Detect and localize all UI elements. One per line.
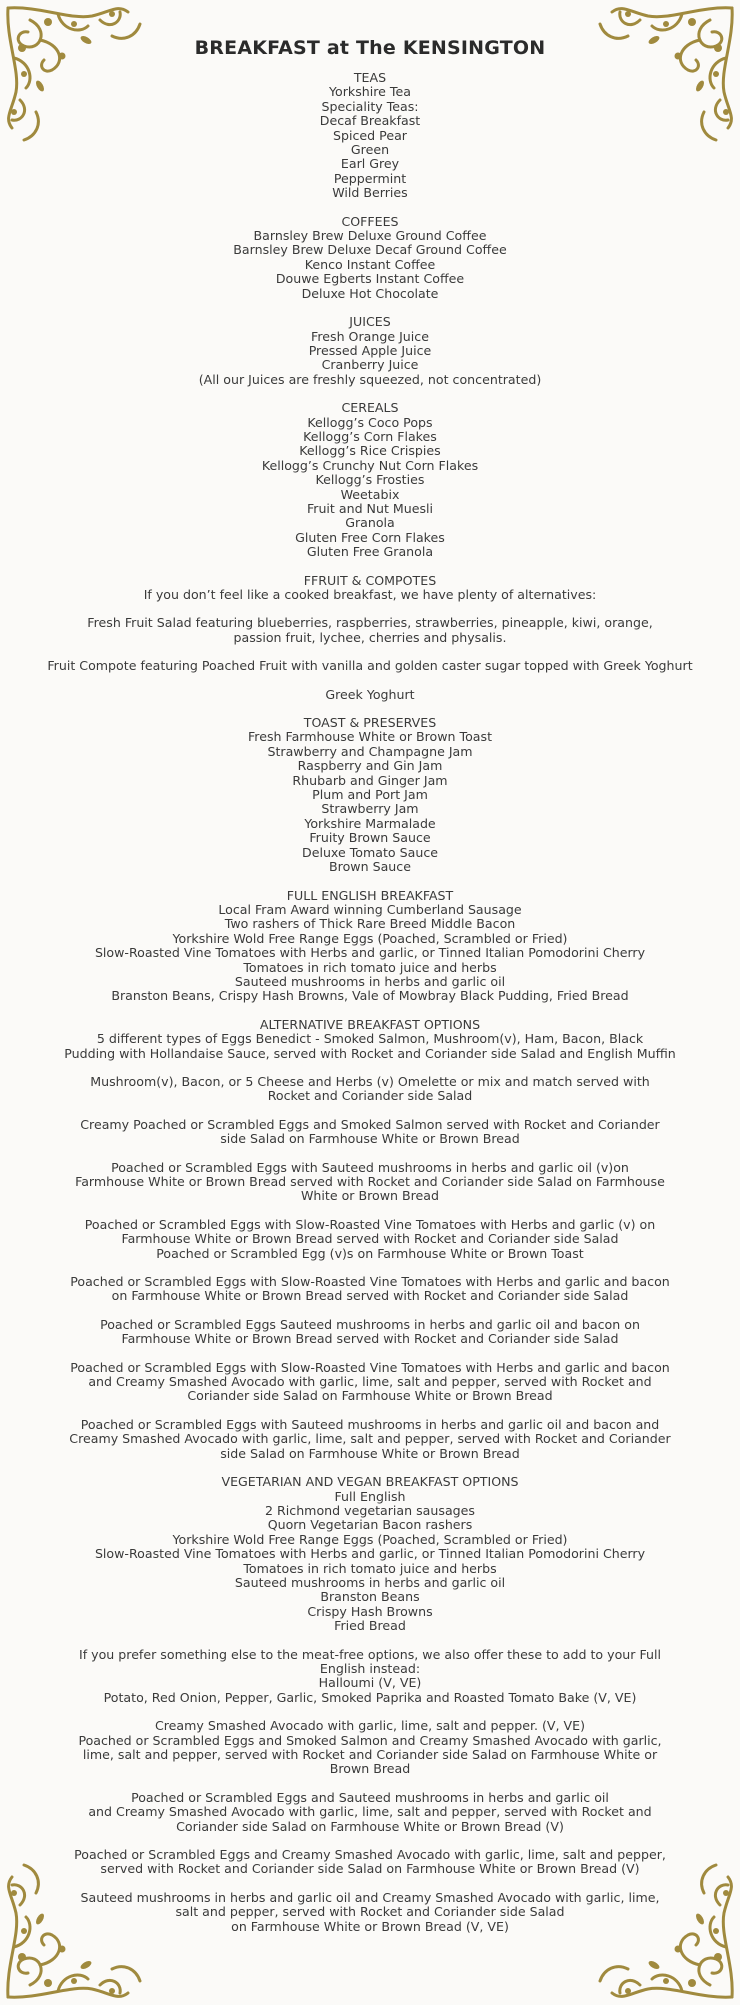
menu-item [40,1891,700,1934]
menu-item: Fruity Brown Sauce [309,830,431,846]
menu-item: Yorkshire Tea [329,84,411,100]
section-heading: TOAST & PRESERVES [303,715,437,731]
menu-item-line: Poached or Scrambled Eggs with Slow-Roasted Vine Tomatoes with Herbs and garlic and bacon [70,1274,670,1290]
menu-item [40,1075,700,1104]
section-heading: TEAS [353,70,387,85]
menu-item-line: Poached or Scrambled Eggs and Smoked Salmon and Creamy Smashed Avocado with garlic, [78,1732,662,1748]
menu-item: Kellogg’s Corn Flakes [303,428,437,444]
menu-item-line: Brown Bread [329,1761,411,1777]
menu-item: Crispy Hash Browns [307,1603,433,1619]
menu-item: Weetabix [340,486,400,502]
menu-item-line: Halloumi (V, VE) [318,1675,422,1691]
menu-item-line: lime, salt and pepper, served with Rocket and Coriander side Salad on Farmhouse White or [82,1747,658,1762]
menu-item: Two rashers of Thick Rare Breed Middle Bacon [224,916,516,932]
menu-item: Granola [345,515,395,531]
menu-item: Fried Bread [334,1618,406,1634]
menu-note: (All our Juices are freshly squeezed, not concentrated) [198,371,542,387]
menu-item-line: Poached or Scrambled Egg (v)s on Farmhouse White or Brown Toast [156,1245,584,1261]
menu-item: Slow-Roasted Vine Tomatoes with Herbs and garlic, or Tinned Italian Pomodorini Cherry [94,945,646,961]
menu-item: Yorkshire Marmalade [304,815,436,831]
menu-item: Quorn Vegetarian Bacon rashers [267,1517,473,1533]
menu-item: Gluten Free Granola [306,544,434,560]
menu-item: Full English [334,1488,406,1504]
menu-item [40,1418,700,1461]
menu-item-line: Coriander side Salad on Farmhouse White or Brown Bread (V) [176,1818,564,1834]
menu-item [40,1791,700,1834]
section-heading: CEREALS [341,400,399,416]
menu-item: Gluten Free Corn Flakes [295,529,445,545]
section-heading: VEGETARIAN AND VEGAN BREAKFAST OPTIONS [221,1474,519,1490]
page-title: BREAKFAST at The KENSINGTON [194,37,546,59]
menu-item: Plum and Port Jam [312,787,428,803]
menu-item-line: Potato, Red Onion, Pepper, Garlic, Smoked Paprika and Roasted Tomato Bake (V, VE) [103,1689,637,1705]
menu-item-line: Poached or Scrambled Eggs with Sauteed mushrooms in herbs and garlic oil and bacon and [80,1416,660,1432]
menu-item: Barnsley Brew Deluxe Decaf Ground Coffee [233,242,507,258]
menu-item: Raspberry and Gin Jam [297,758,443,774]
coffees-section [40,215,700,301]
section-heading: ALTERNATIVE BREAKFAST OPTIONS [259,1016,481,1032]
menu-item [40,1032,700,1061]
menu-item: Strawberry Jam [321,801,419,817]
menu-item-line: passion fruit, lychee, cherries and physalis. [233,629,507,645]
menu-item: Brown Sauce [329,859,411,875]
section-intro: If you don’t feel like a cooked breakfast, we have plenty of alternatives: [143,587,597,602]
menu-item-line: Farmhouse White or Brown Bread served with Rocket and Coriander side Salad on Farmhouse [75,1174,665,1189]
menu-item-line: Poached or Scrambled Eggs with Slow-Roasted Vine Tomatoes with Herbs and garlic and bacon [70,1359,670,1375]
menu-item: Deluxe Hot Chocolate [301,285,439,301]
menu-item-line: 5 different types of Eggs Benedict - Smoked Salmon, Mushroom(v), Ham, Bacon, Black [96,1031,644,1047]
menu-item-line: on Farmhouse White or Brown Bread (V, VE) [231,1918,509,1934]
menu-item [40,1161,700,1204]
menu-item: Wild Berries [332,185,408,201]
menu-item: Speciality Teas: [321,98,419,114]
menu-item [40,1648,700,1706]
menu-item: Kenco Instant Coffee [304,256,436,272]
menu-item: Decaf Breakfast [319,113,421,129]
alternative-options-section [40,1018,700,1461]
fruit-compotes-section [40,574,700,702]
menu-item: Kellogg’s Coco Pops [307,414,433,430]
menu-item [40,1719,700,1777]
menu-item-line: Sauteed mushrooms in herbs and garlic oil and Creamy Smashed Avocado with garlic, lime, [80,1889,660,1905]
menu-item: Yorkshire Wold Free Range Eggs (Poached, Scrambled or Fried) [172,930,568,946]
menu-item-line: Poached or Scrambled Eggs and Creamy Smashed Avocado with garlic, lime, salt and pepper, [74,1847,666,1863]
menu-item-line: If you prefer something else to the meat-free options, we also offer these to add to your Full [79,1646,661,1662]
menu-item: Tomatoes in rich tomato juice and herbs [243,959,497,975]
menu-item: Sauteed mushrooms in herbs and garlic oil [234,973,506,989]
menu-item: Yorkshire Wold Free Range Eggs (Poached, Scrambled or Fried) [172,1531,568,1547]
menu-item [40,1318,700,1347]
menu-item: Fresh Orange Juice [311,328,429,344]
menu-item-line: side Salad on Farmhouse White or Brown Bread [220,1131,520,1147]
menu-item: Barnsley Brew Deluxe Ground Coffee [253,228,487,244]
menu-item: Branston Beans [320,1589,420,1605]
menu-item: Kellogg’s Crunchy Nut Corn Flakes [261,457,479,473]
menu-item-line: Mushroom(v), Bacon, or 5 Cheese and Herbs (v) Omelette or mix and match served with [90,1073,650,1089]
fruit-salad-item [40,616,700,645]
full-english-section [40,889,700,1004]
breakfast-menu [40,36,700,1948]
menu-item: Sauteed mushrooms in herbs and garlic oil [234,1574,506,1590]
greek-yoghurt-item: Greek Yoghurt [325,686,415,702]
menu-item-line: Farmhouse White or Brown Bread served with Rocket and Coriander side Salad [121,1231,619,1247]
menu-item [40,1275,700,1304]
menu-item-line: and Creamy Smashed Avocado with garlic, lime, salt and pepper, served with Rocket and [88,1374,652,1390]
menu-item: Earl Grey [340,156,400,172]
vegetarian-vegan-section [40,1475,700,1934]
menu-item: Douwe Egberts Instant Coffee [275,271,465,287]
menu-item-line: English instead: [319,1660,421,1676]
section-heading: FULL ENGLISH BREAKFAST [286,887,454,903]
menu-item-line: side Salad on Farmhouse White or Brown Bread [220,1445,520,1461]
menu-item-line: Creamy Smashed Avocado with garlic, lime, salt and pepper, served with Rocket and Coriander [69,1431,671,1447]
menu-item [40,1118,700,1147]
menu-item-line: Poached or Scrambled Eggs with Sauteed mushrooms in herbs and garlic oil (v)on [111,1159,629,1175]
menu-item: Peppermint [333,170,407,186]
section-heading: JUICES [349,314,391,330]
menu-item-line: Creamy Poached or Scrambled Eggs and Smoked Salmon served with Rocket and Coriander [80,1116,660,1132]
toast-preserves-section [40,716,700,874]
menu-item: Slow-Roasted Vine Tomatoes with Herbs and garlic, or Tinned Italian Pomodorini Cherry [94,1546,646,1562]
menu-item-line: and Creamy Smashed Avocado with garlic, lime, salt and pepper, served with Rocket and [88,1804,652,1820]
menu-item: Spiced Pear [333,127,407,143]
menu-item-line: Pudding with Hollandaise Sauce, served with Rocket and Coriander side Salad and English Muffin [64,1045,676,1061]
menu-item-line: Rocket and Coriander side Salad [267,1088,473,1104]
menu-item-line: Fresh Fruit Salad featuring blueberries, raspberries, strawberries, pineapple, kiwi, orange, [87,615,653,631]
menu-item: Pressed Apple Juice [308,342,432,358]
menu-item-line: salt and pepper, served with Rocket and Coriander side Salad [175,1904,565,1920]
menu-item-line: Creamy Smashed Avocado with garlic, lime, salt and pepper. (V, VE) [154,1718,586,1734]
menu-item-line: Poached or Scrambled Eggs with Slow-Roasted Vine Tomatoes with Herbs and garlic (v) on [84,1216,656,1232]
menu-item: Kellogg’s Frosties [315,472,425,488]
menu-item: Local Fram Award winning Cumberland Sausage [218,901,522,917]
menu-item-line: Poached or Scrambled Eggs and Sauteed mushrooms in herbs and garlic oil [131,1789,609,1805]
fruit-compote-item: Fruit Compote featuring Poached Fruit with vanilla and golden caster sugar topped with Greek Yoghurt [47,658,693,674]
teas-section [40,71,700,201]
menu-item-line: Poached or Scrambled Eggs Sauteed mushrooms in herbs and garlic oil and bacon on [100,1316,640,1332]
section-heading: FFRUIT & COMPOTES [303,572,437,588]
menu-item-line: served with Rocket and Coriander side Salad on Farmhouse White or Brown Bread (V) [100,1861,640,1877]
menu-item [40,1848,700,1877]
juices-section [40,315,700,387]
menu-item: Tomatoes in rich tomato juice and herbs [243,1560,497,1576]
menu-item-line: White or Brown Bread [300,1188,440,1204]
menu-item: Branston Beans, Crispy Hash Browns, Vale of Mowbray Black Pudding, Fried Bread [111,988,629,1004]
menu-item: Green [350,142,390,158]
menu-item: Fruit and Nut Muesli [306,500,434,516]
menu-item-line: Farmhouse White or Brown Bread served with Rocket and Coriander side Salad [121,1331,619,1347]
cereals-section [40,401,700,559]
menu-item-line: on Farmhouse White or Brown Bread served with Rocket and Coriander side Salad [111,1288,629,1304]
menu-item [40,1361,700,1404]
menu-item: Fresh Farmhouse White or Brown Toast [247,729,493,745]
section-heading: COFFEES [341,213,399,229]
menu-item: 2 Richmond vegetarian sausages [265,1502,475,1518]
menu-item [40,1218,700,1261]
menu-item: Kellogg’s Rice Crispies [299,443,441,459]
menu-item: Deluxe Tomato Sauce [302,844,438,860]
menu-item: Cranberry Juice [321,357,419,373]
menu-item-line: Coriander side Salad on Farmhouse White or Brown Bread [187,1388,553,1404]
menu-item-list [40,1490,700,1634]
menu-item: Rhubarb and Ginger Jam [292,772,448,788]
menu-item: Strawberry and Champagne Jam [267,743,473,759]
